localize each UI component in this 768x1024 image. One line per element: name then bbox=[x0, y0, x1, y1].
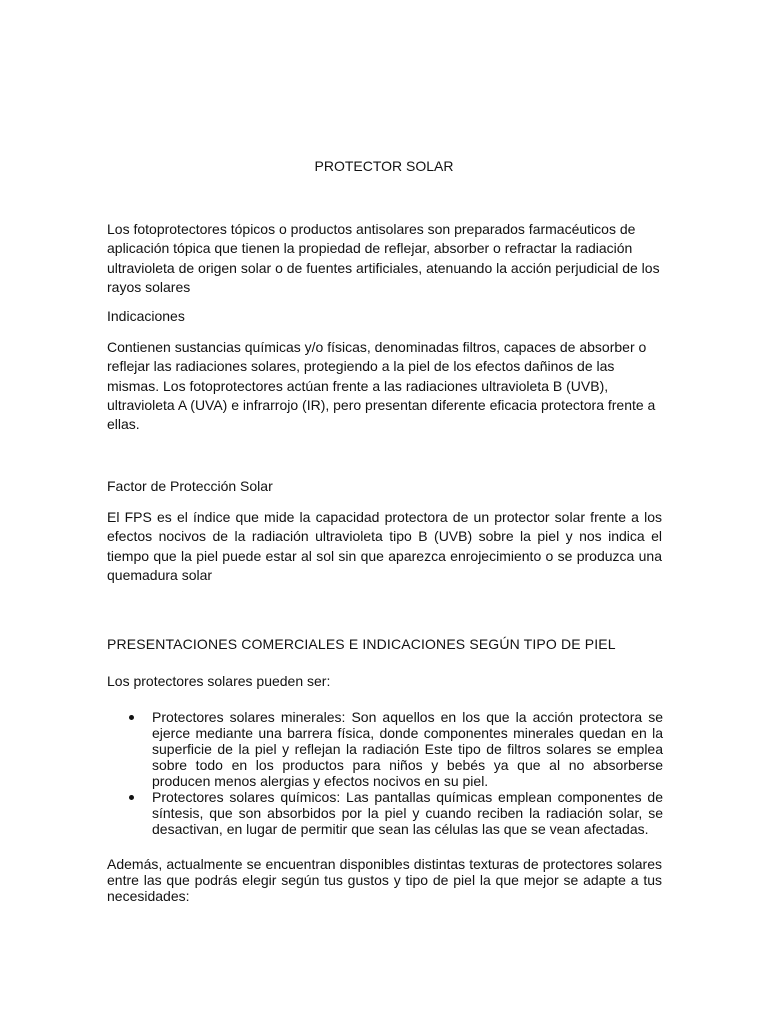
fps-heading: Factor de Protección Solar bbox=[107, 478, 273, 494]
texturas-paragraph: Además, actualmente se encuentran disponibles distintas texturas de protectores solares entre las que podrás elegir según tus gustos y tipo de piel la que mejor se adapte a tus necesidades: bbox=[107, 856, 662, 904]
document-title: PROTECTOR SOLAR bbox=[314, 158, 454, 174]
indicaciones-heading: Indicaciones bbox=[107, 308, 185, 324]
fps-paragraph: El FPS es el índice que mide la capacidad protectora de un protector solar frente a los efectos nocivos de la radiación ultravioleta tipo B (UVB) sobre la piel y nos indica el tiempo que la piel puede estar al sol sin que aparezca enrojecimiento o se produzca una quemadura solar bbox=[107, 509, 662, 583]
bullet-icon bbox=[129, 715, 134, 720]
tipos-list bbox=[107, 709, 663, 837]
list-item-text: Protectores solares químicos: Las pantallas químicas emplean componentes de síntesis, que son absorbidos por la piel y cuando reciben la radiación solar, se desactivan, en lugar de permitir que sean las células las que se vean afectadas. bbox=[152, 789, 663, 837]
list-item-text: Protectores solares minerales: Son aquellos en los que la acción protectora se ejerce mediante una barrera física, donde componentes minerales quedan en la superficie de la piel y reflejan la radiación Este tipo de filtros solares se emplea sobre todo en los productos para niños y bebés ya que al no absorberse producen menos alergias y efectos nocivos en su piel. bbox=[152, 709, 663, 789]
intro-paragraph: Los fotoprotectores tópicos o productos antisolares son preparados farmacéuticos de aplicación tópica que tienen la propiedad de reflejar, absorber o refractar la radiación ultravioleta de origen solar o de fuentes artificiales, atenuando la acción perjudicial de los rayos solares bbox=[107, 221, 660, 295]
presentaciones-heading: PRESENTACIONES COMERCIALES E INDICACIONES SEGÚN TIPO DE PIEL bbox=[107, 636, 616, 652]
indicaciones-paragraph: Contienen sustancias químicas y/o físicas, denominadas filtros, capaces de absorber o reflejar las radiaciones solares, protegiendo a la piel de los efectos dañinos de las mismas. Los fotoprotectores actúan frente a las radiaciones ultravioleta B (UVB), ultravioleta A (UVA) e infrarrojo (IR), pero presentan diferente eficacia protectora frente a ellas. bbox=[107, 339, 656, 433]
list-item bbox=[107, 789, 663, 837]
tipos-intro: Los protectores solares pueden ser: bbox=[107, 673, 331, 689]
list-item bbox=[107, 709, 663, 789]
bullet-icon bbox=[129, 795, 134, 800]
